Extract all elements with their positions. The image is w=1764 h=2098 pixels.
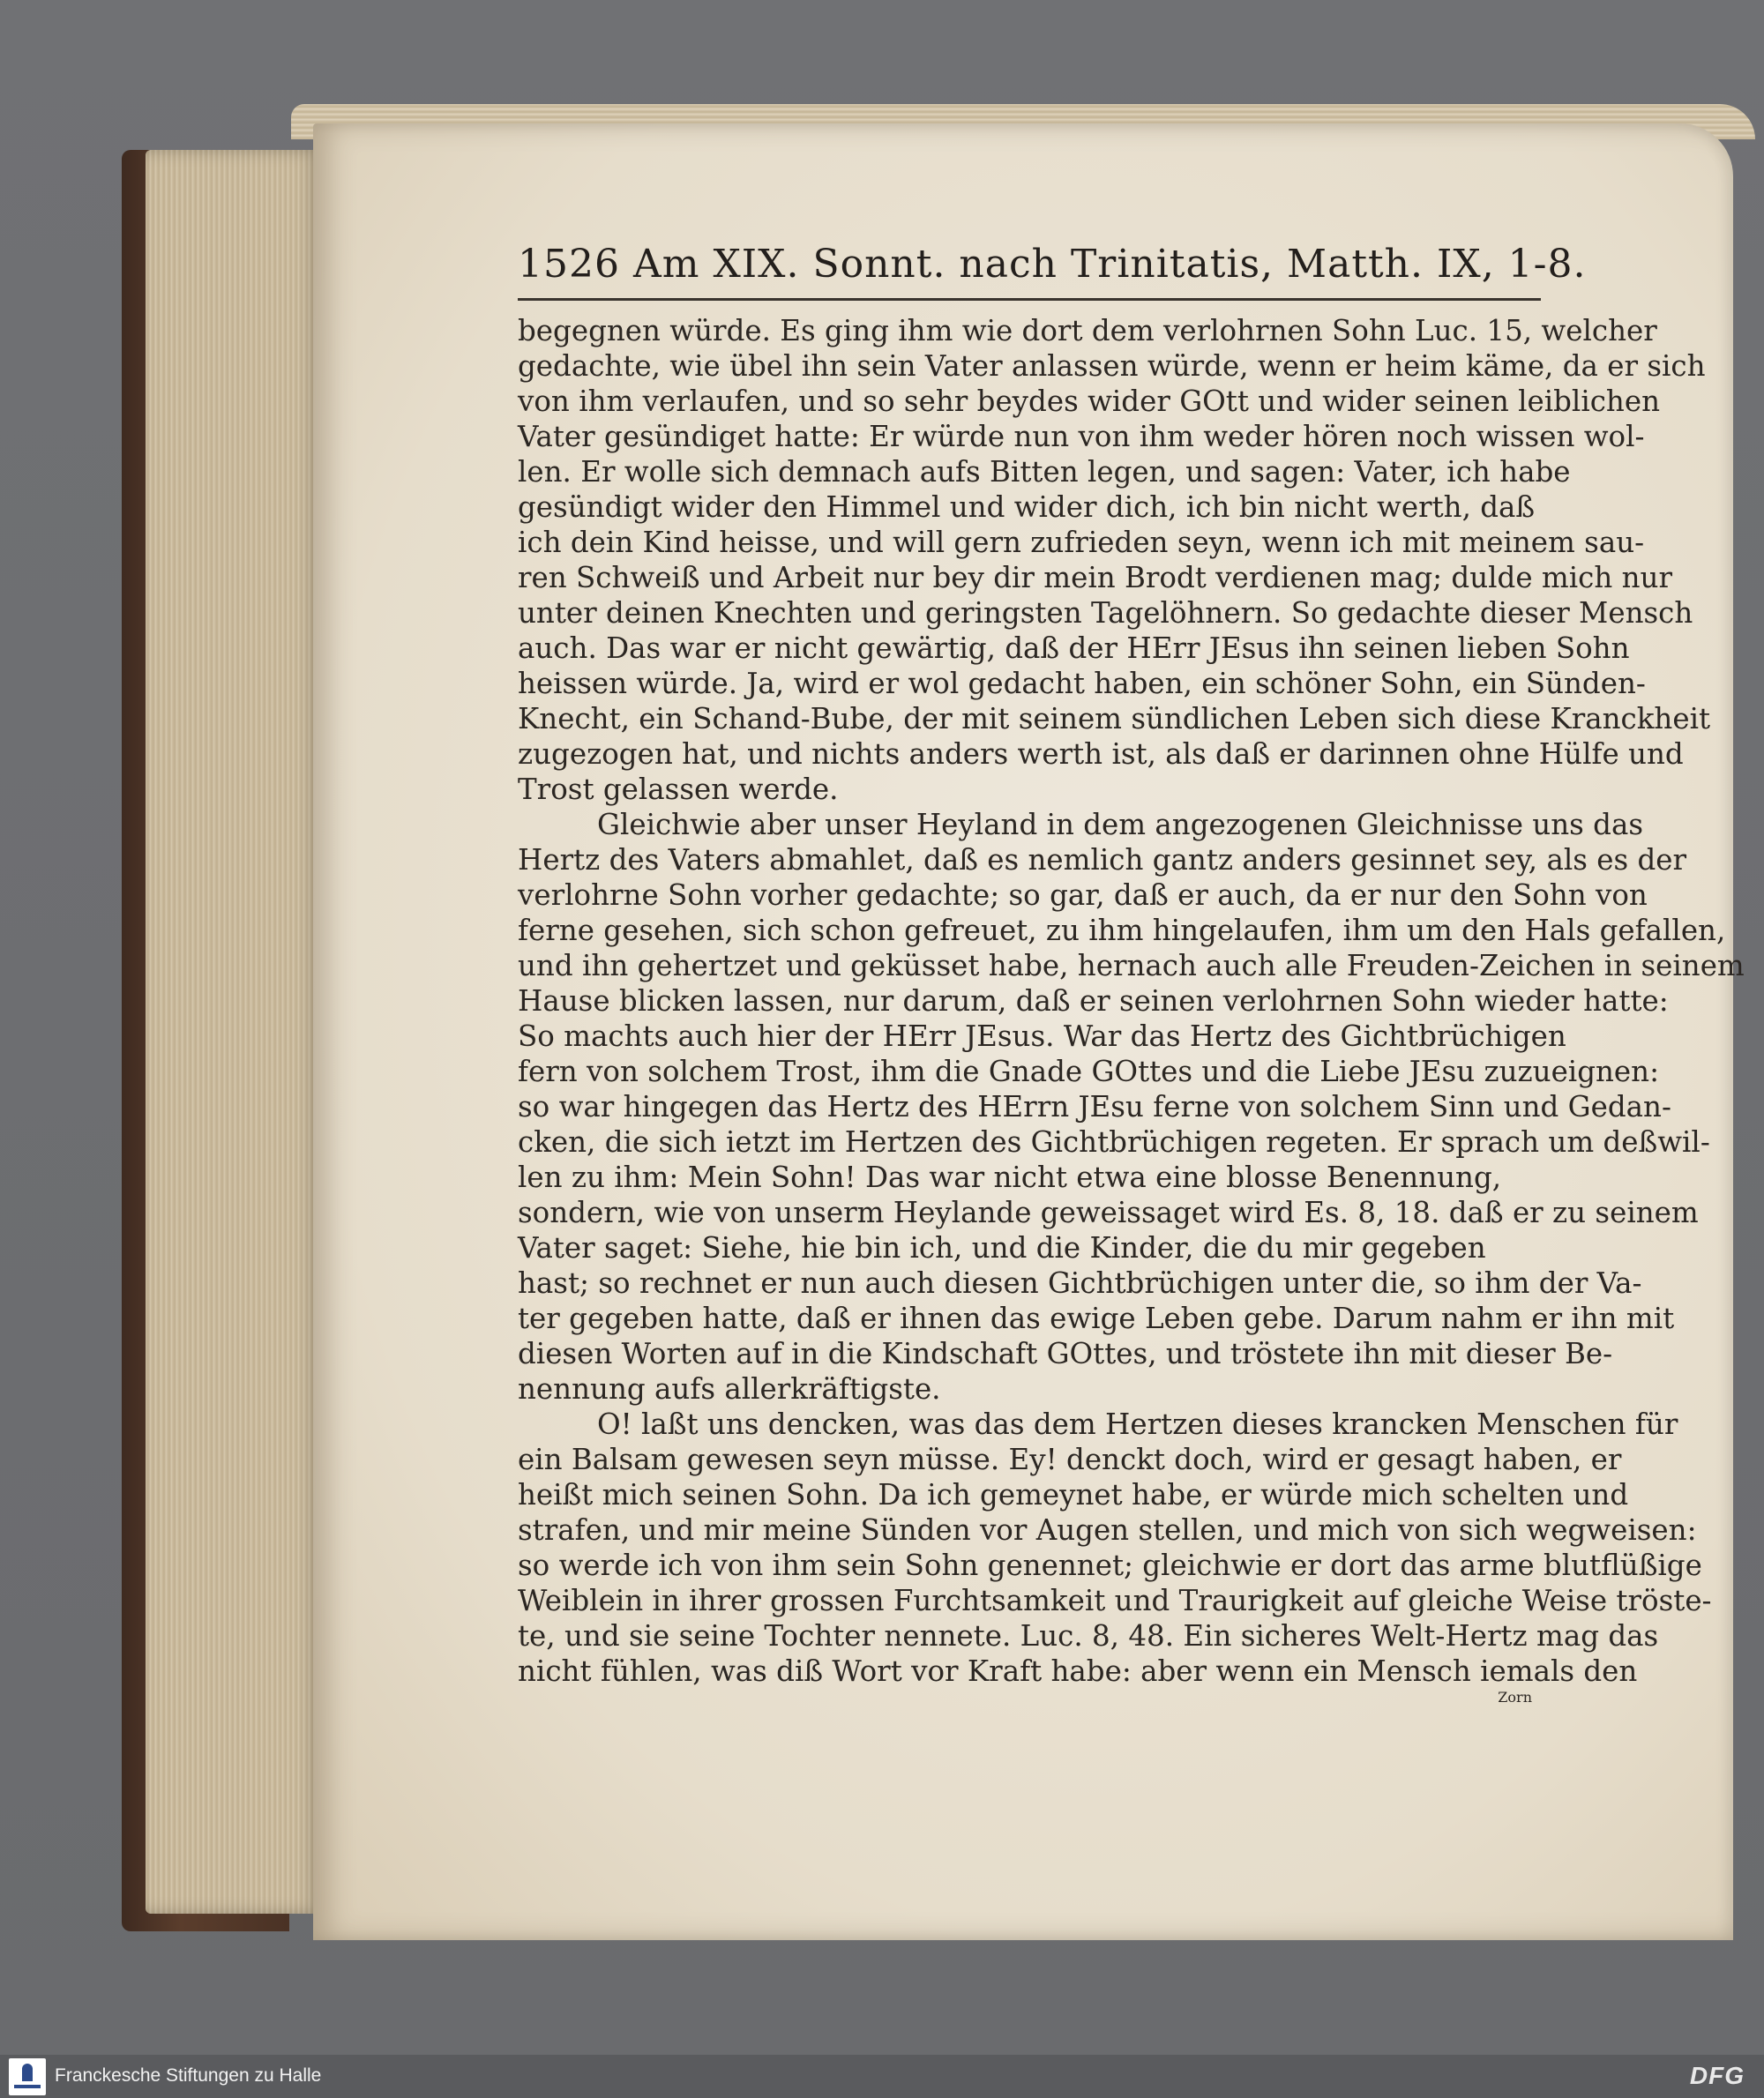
text-line: von ihm verlaufen, und so sehr beydes wider GOtt und wider seinen leiblichen — [518, 385, 1661, 418]
running-head: 1526 Am XIX. Sonnt. nach Trinitatis, Matth. IX, 1-8. — [518, 242, 1587, 287]
text-line: heißt mich seinen Sohn. Da ich gemeynet habe, er würde mich schelten und — [518, 1478, 1629, 1512]
text-line: zugezogen hat, und nichts anders werth ist, als daß er darinnen ohne Hülfe und — [518, 737, 1684, 771]
catchword: Zorn — [1498, 1689, 1532, 1706]
text-line: O! laßt uns dencken, was das dem Hertzen dieses krancken Menschen für — [597, 1407, 1678, 1441]
paragraph — [518, 807, 1745, 1407]
text-line: len zu ihm: Mein Sohn! Das war nicht etwa eine blosse Benennung, — [518, 1161, 1502, 1194]
text-line: cken, die sich ietzt im Hertzen des Gichtbrüchigen regeten. Er sprach um deßwil- — [518, 1125, 1710, 1159]
text-line: ren Schweiß und Arbeit nur bey dir mein Brodt verdienen mag; dulde mich nur — [518, 561, 1672, 594]
text-line: len. Er wolle sich demnach aufs Bitten legen, und sagen: Vater, ich habe — [518, 455, 1571, 489]
text-line: gedachte, wie übel ihn sein Vater anlassen würde, wenn er heim käme, da er sich — [518, 349, 1706, 383]
text-line: verlohrne Sohn vorher gedachte; so gar, daß er auch, da er nur den Sohn von — [518, 878, 1648, 912]
text-line: ich dein Kind heisse, und will gern zufrieden seyn, wenn ich mit meinem sau- — [518, 526, 1645, 559]
text-line: nennung aufs allerkräftigste. — [518, 1372, 941, 1406]
dfg-logo: DFG — [1689, 2062, 1745, 2089]
text-line: so werde ich von ihm sein Sohn genennet; gleichwie er dort das arme blutflüßige — [518, 1549, 1702, 1582]
text-line: ferne gesehen, sich schon gefreuet, zu ihm hingelaufen, ihm um den Hals gefallen, — [518, 914, 1726, 947]
paragraph — [518, 1407, 1712, 1689]
paragraph — [518, 313, 1711, 807]
text-line: heissen würde. Ja, wird er wol gedacht haben, ein schöner Sohn, ein Sünden- — [518, 667, 1646, 700]
page-content — [518, 238, 1745, 1706]
text-line: sondern, wie von unserm Heylande geweissaget wird Es. 8, 18. daß er zu seinem — [518, 1196, 1699, 1229]
text-line: Gleichwie aber unser Heyland in dem angezogenen Gleichnisse uns das — [597, 808, 1644, 841]
text-line: unter deinen Knechten und geringsten Tagelöhnern. So gedachte dieser Mensch — [518, 596, 1693, 630]
franckesche-stiftungen-logo-icon[interactable] — [9, 2058, 46, 2095]
text-line: auch. Das war er nicht gewärtig, daß der HErr JEsus ihn seinen lieben Sohn — [518, 631, 1630, 665]
text-line: Hause blicken lassen, nur darum, daß er seinen verlohrnen Sohn wieder hatte: — [518, 984, 1669, 1018]
book-page-edges — [146, 150, 322, 1914]
text-line: ein Balsam gewesen seyn müsse. Ey! denckt doch, wird er gesagt haben, er — [518, 1443, 1622, 1476]
header-rule — [518, 298, 1541, 301]
text-line: hast; so rechnet er nun auch diesen Gichtbrüchigen unter die, so ihm der Va- — [518, 1266, 1642, 1300]
text-line: und ihn gehertzet und geküsset habe, hernach auch alle Freuden-Zeichen in seinem — [518, 949, 1745, 982]
text-line: nicht fühlen, was diß Wort vor Kraft habe: aber wenn ein Mensch iemals den — [518, 1654, 1638, 1688]
body-text — [518, 313, 1745, 1689]
text-line: te, und sie seine Tochter nennete. Luc. 8, 48. Ein sicheres Welt-Hertz mag das — [518, 1619, 1659, 1653]
institution-label: Franckesche Stiftungen zu Halle — [55, 2065, 322, 2086]
text-line: Knecht, ein Schand-Bube, der mit seinem sündlichen Leben sich diese Kranckheit — [518, 702, 1711, 735]
text-line: begegnen würde. Es ging ihm wie dort dem verlohrnen Sohn Luc. 15, welcher — [518, 314, 1657, 347]
text-line: so war hingegen das Hertz des HErrn JEsu ferne von solchem Sinn und Gedan- — [518, 1090, 1671, 1124]
text-line: Vater gesündiget hatte: Er würde nun von ihm weder hören noch wissen wol- — [518, 420, 1645, 453]
text-line: ter gegeben hatte, daß er ihnen das ewige Leben gebe. Darum nahm er ihn mit — [518, 1302, 1675, 1335]
text-line: So machts auch hier der HErr JEsus. War das Hertz des Gichtbrüchigen — [518, 1019, 1566, 1053]
viewer-footer — [0, 2055, 1764, 2098]
text-line: Vater saget: Siehe, hie bin ich, und die Kinder, die du mir gegeben — [518, 1231, 1486, 1265]
text-line: strafen, und mir meine Sünden vor Augen stellen, und mich von sich wegweisen: — [518, 1513, 1697, 1547]
text-line: diesen Worten auf in die Kindschaft GOttes, und tröstete ihn mit dieser Be- — [518, 1337, 1613, 1370]
text-line: Hertz des Vaters abmahlet, daß es nemlich gantz anders gesinnet sey, als es der — [518, 843, 1687, 877]
text-line: Trost gelassen werde. — [518, 773, 839, 806]
text-line: gesündigt wider den Himmel und wider dich, ich bin nicht werth, daß — [518, 490, 1536, 524]
text-line: Weiblein in ihrer grossen Furchtsamkeit und Traurigkeit auf gleiche Weise tröste- — [518, 1584, 1712, 1617]
text-line: fern von solchem Trost, ihm die Gnade GOttes und die Liebe JEsu zuzueignen: — [518, 1055, 1660, 1088]
book-page — [313, 123, 1745, 1940]
